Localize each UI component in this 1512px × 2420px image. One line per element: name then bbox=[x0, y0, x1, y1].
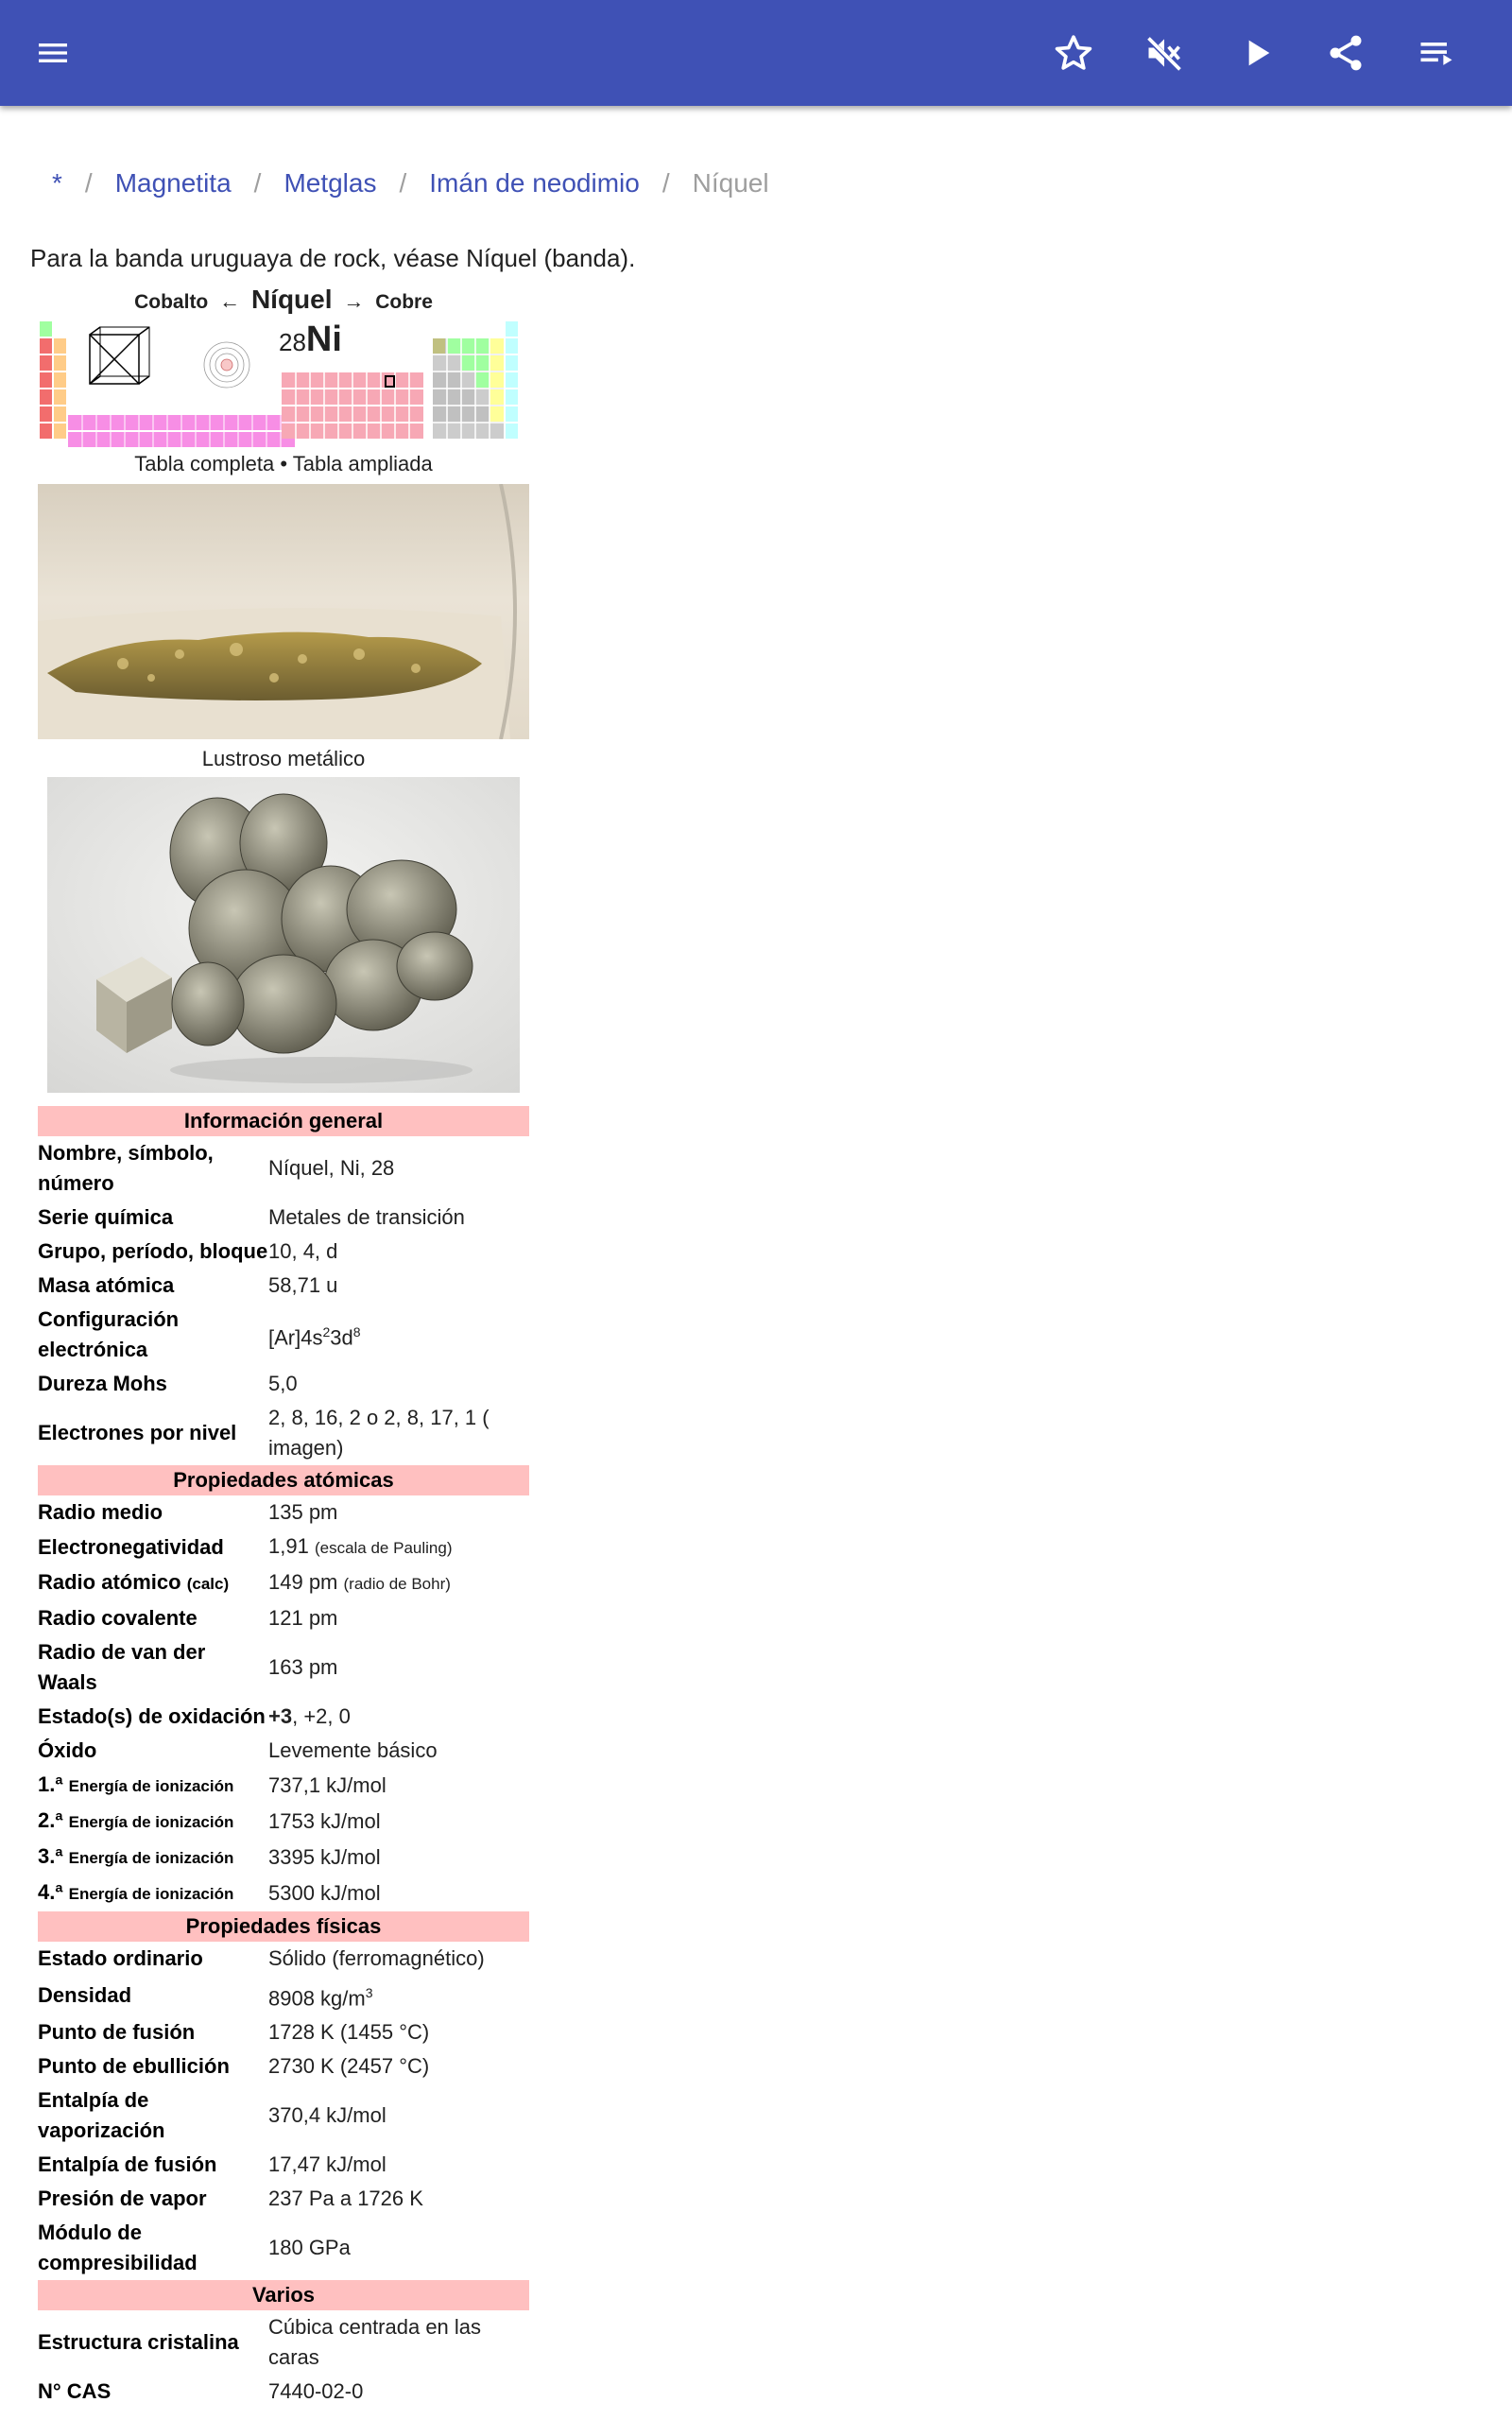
row-value: 5300 kJ/mol bbox=[268, 1881, 381, 1905]
table-row bbox=[38, 2015, 529, 2049]
next-element-link[interactable]: Cobre bbox=[375, 291, 433, 313]
table-row bbox=[38, 1495, 529, 1530]
row-value[interactable]: Metales de transición bbox=[268, 1205, 465, 1229]
table-row bbox=[38, 1530, 529, 1565]
row-label: Nombre, símbolo, número bbox=[38, 1141, 214, 1195]
table-row bbox=[38, 1303, 529, 1367]
table-row bbox=[38, 1235, 529, 1269]
element-symbol-text: Ni bbox=[305, 320, 342, 359]
table-row bbox=[38, 1734, 529, 1768]
ionization-label: Energía de ionización bbox=[68, 1849, 234, 1867]
hatnote: Para la banda uruguaya de rock, véase Níquel (banda). bbox=[30, 244, 636, 272]
row-value: 737,1 kJ/mol bbox=[268, 1773, 387, 1797]
table-row bbox=[38, 2049, 529, 2083]
config-base: [Ar]4s bbox=[268, 1325, 323, 1350]
row-value: 163 pm bbox=[268, 1655, 338, 1679]
value-bold: +3 bbox=[268, 1704, 293, 1728]
row-value: 17,47 kJ/mol bbox=[268, 2152, 387, 2177]
breadcrumb-link-magnetita[interactable]: Magnetita bbox=[114, 168, 232, 198]
table-row bbox=[38, 1269, 529, 1303]
value-sup: 3 bbox=[365, 1985, 373, 2000]
table-row bbox=[38, 1601, 529, 1635]
table-row bbox=[38, 1976, 529, 2015]
row-label: Presión de vapor bbox=[38, 2187, 207, 2211]
crystal-structure-icon bbox=[90, 327, 149, 384]
section-header-misc: Varios bbox=[38, 2280, 529, 2310]
breadcrumb-link-metglas[interactable]: Metglas bbox=[284, 168, 377, 198]
row-label: Electronegatividad bbox=[38, 1535, 224, 1559]
section-header-general: Información general bbox=[38, 1106, 529, 1136]
element-navigation bbox=[38, 280, 529, 320]
play-icon[interactable] bbox=[1228, 25, 1285, 81]
table-row bbox=[38, 1840, 529, 1876]
row-value: 121 pm bbox=[268, 1606, 338, 1630]
row-label bbox=[38, 1876, 268, 1911]
nickel-vial-photo[interactable] bbox=[38, 484, 529, 739]
table-row bbox=[38, 2083, 529, 2148]
row-label: N° CAS bbox=[38, 2379, 112, 2404]
breadcrumb-current: Níquel bbox=[692, 168, 769, 198]
label-text: Radio atómico bbox=[38, 1570, 181, 1594]
table-row bbox=[38, 2216, 529, 2280]
row-value bbox=[268, 1976, 529, 2015]
section-header-physical: Propiedades físicas bbox=[38, 1911, 529, 1942]
row-value: 10, 4, d bbox=[268, 1239, 338, 1263]
row-value: Cúbica centrada en las caras bbox=[268, 2315, 482, 2370]
ionization-order: 2.ª bbox=[38, 1808, 63, 1832]
row-label bbox=[38, 1804, 268, 1840]
row-label: Serie química bbox=[38, 1205, 174, 1229]
table-row bbox=[38, 2310, 529, 2375]
row-label: Estado ordinario bbox=[38, 1946, 203, 1970]
row-value: 58,71 u bbox=[268, 1273, 338, 1297]
row-value: 5,0 bbox=[268, 1372, 298, 1395]
row-label: Punto de ebullición bbox=[38, 2054, 230, 2079]
breadcrumb-separator: / bbox=[253, 168, 262, 198]
element-title: Níquel bbox=[250, 285, 333, 314]
row-label: Óxido bbox=[38, 1738, 97, 1762]
table-row bbox=[38, 1565, 529, 1601]
row-label: Entalpía de fusión bbox=[38, 2152, 217, 2177]
row-value: 2730 K (2457 °C) bbox=[268, 2054, 430, 2079]
volume-off-icon[interactable] bbox=[1136, 25, 1193, 81]
row-value: Sólido (ferromagnético) bbox=[268, 1946, 485, 1970]
star-outline-icon[interactable] bbox=[1045, 25, 1102, 81]
photo-caption: Lustroso metálico bbox=[201, 747, 366, 770]
row-value bbox=[268, 1565, 529, 1601]
ionization-label: Energía de ionización bbox=[68, 1813, 234, 1831]
table-row bbox=[38, 1804, 529, 1840]
share-icon[interactable] bbox=[1317, 25, 1374, 81]
row-label: Dureza Mohs bbox=[38, 1372, 167, 1395]
table-row bbox=[38, 1942, 529, 1976]
breadcrumb-link-home[interactable]: * bbox=[52, 168, 62, 198]
value-note: (escala de Pauling) bbox=[314, 1539, 453, 1557]
section-header-atomic: Propiedades atómicas bbox=[38, 1465, 529, 1495]
breadcrumb-link-neodimio[interactable]: Imán de neodimio bbox=[429, 168, 640, 198]
label-note: (calc) bbox=[186, 1575, 230, 1593]
value-text: , +2, 0 bbox=[292, 1704, 351, 1728]
table-row bbox=[38, 1768, 529, 1804]
row-label: Entalpía de vaporización bbox=[38, 2088, 165, 2143]
row-label: Estado(s) de oxidación bbox=[38, 1704, 266, 1728]
properties-table bbox=[38, 1106, 529, 2409]
value-text: 1,91 bbox=[268, 1534, 309, 1558]
value-text: 149 pm bbox=[268, 1570, 338, 1594]
table-row bbox=[38, 2375, 529, 2409]
table-links[interactable]: Tabla completa • Tabla ampliada bbox=[134, 452, 433, 475]
row-label bbox=[38, 1565, 268, 1601]
config-sup: 8 bbox=[352, 1323, 361, 1340]
menu-icon[interactable] bbox=[25, 25, 81, 81]
row-value: 370,4 kJ/mol bbox=[268, 2103, 387, 2128]
row-value: Níquel, Ni, 28 bbox=[268, 1156, 395, 1180]
electron-shell-icon bbox=[204, 342, 249, 388]
app-bar bbox=[0, 0, 1512, 106]
table-row bbox=[38, 1635, 529, 1700]
table-row bbox=[38, 1367, 529, 1401]
config-mid: 3d bbox=[330, 1325, 353, 1350]
row-value bbox=[268, 1303, 529, 1367]
row-value bbox=[268, 1530, 529, 1565]
row-label: Masa atómica bbox=[38, 1273, 175, 1297]
table-row bbox=[38, 1700, 529, 1734]
value-note: (radio de Bohr) bbox=[343, 1575, 451, 1593]
prev-element-link[interactable]: Cobalto bbox=[134, 291, 209, 313]
row-value: 3395 kJ/mol bbox=[268, 1845, 381, 1869]
playlist-icon[interactable] bbox=[1408, 25, 1465, 81]
row-label: Radio de van der Waals bbox=[38, 1640, 206, 1694]
row-label: Radio covalente bbox=[38, 1606, 198, 1630]
value-text: 8908 kg/m bbox=[268, 1986, 366, 2011]
ionization-order: 1.ª bbox=[38, 1772, 63, 1796]
table-row bbox=[38, 1401, 529, 1465]
row-value: 237 Pa a 1726 K bbox=[268, 2187, 423, 2211]
right-arrow-icon: → bbox=[343, 289, 365, 313]
row-value: 1753 kJ/mol bbox=[268, 1809, 381, 1833]
left-arrow-icon: ← bbox=[219, 289, 241, 313]
breadcrumb bbox=[52, 168, 769, 199]
row-label: Radio medio bbox=[38, 1500, 163, 1524]
row-value bbox=[268, 1700, 529, 1734]
table-row bbox=[38, 1876, 529, 1911]
row-value: Levemente básico bbox=[268, 1738, 438, 1762]
row-value: 135 pm bbox=[268, 1500, 338, 1524]
table-row bbox=[38, 2182, 529, 2216]
ionization-order: 3.ª bbox=[38, 1844, 63, 1868]
row-label: Electrones por nivel bbox=[38, 1421, 237, 1444]
row-label: Grupo, período, bloque bbox=[38, 1239, 268, 1263]
atomic-number: 28 bbox=[279, 328, 306, 356]
infobox bbox=[38, 280, 529, 2409]
row-value: 1728 K (1455 °C) bbox=[268, 2020, 430, 2045]
periodic-table-image[interactable] bbox=[38, 320, 529, 452]
row-value: 7440-02-0 bbox=[268, 2379, 364, 2404]
row-label: Estructura cristalina bbox=[38, 2330, 239, 2355]
row-value[interactable]: 2, 8, 16, 2 o 2, 8, 17, 1 ( imagen) bbox=[268, 1406, 490, 1460]
ionization-label: Energía de ionización bbox=[68, 1885, 234, 1903]
ionization-label: Energía de ionización bbox=[68, 1777, 234, 1795]
breadcrumb-separator: / bbox=[84, 168, 93, 198]
element-symbol bbox=[279, 320, 342, 360]
ionization-order: 4.ª bbox=[38, 1880, 63, 1904]
config-sup: 2 bbox=[322, 1323, 331, 1340]
row-label: Configuración electrónica bbox=[38, 1307, 180, 1361]
nickel-nodules-photo[interactable] bbox=[47, 777, 520, 1093]
row-value: 180 GPa bbox=[268, 2236, 351, 2260]
table-row bbox=[38, 1136, 529, 1201]
row-label bbox=[38, 1840, 268, 1876]
breadcrumb-separator: / bbox=[399, 168, 407, 198]
table-row bbox=[38, 1201, 529, 1235]
row-label: Densidad bbox=[38, 1983, 132, 2008]
row-label bbox=[38, 1768, 268, 1804]
breadcrumb-separator: / bbox=[662, 168, 670, 198]
table-row bbox=[38, 2148, 529, 2182]
row-label: Punto de fusión bbox=[38, 2020, 196, 2045]
row-label: Módulo de compresibilidad bbox=[38, 2221, 198, 2275]
